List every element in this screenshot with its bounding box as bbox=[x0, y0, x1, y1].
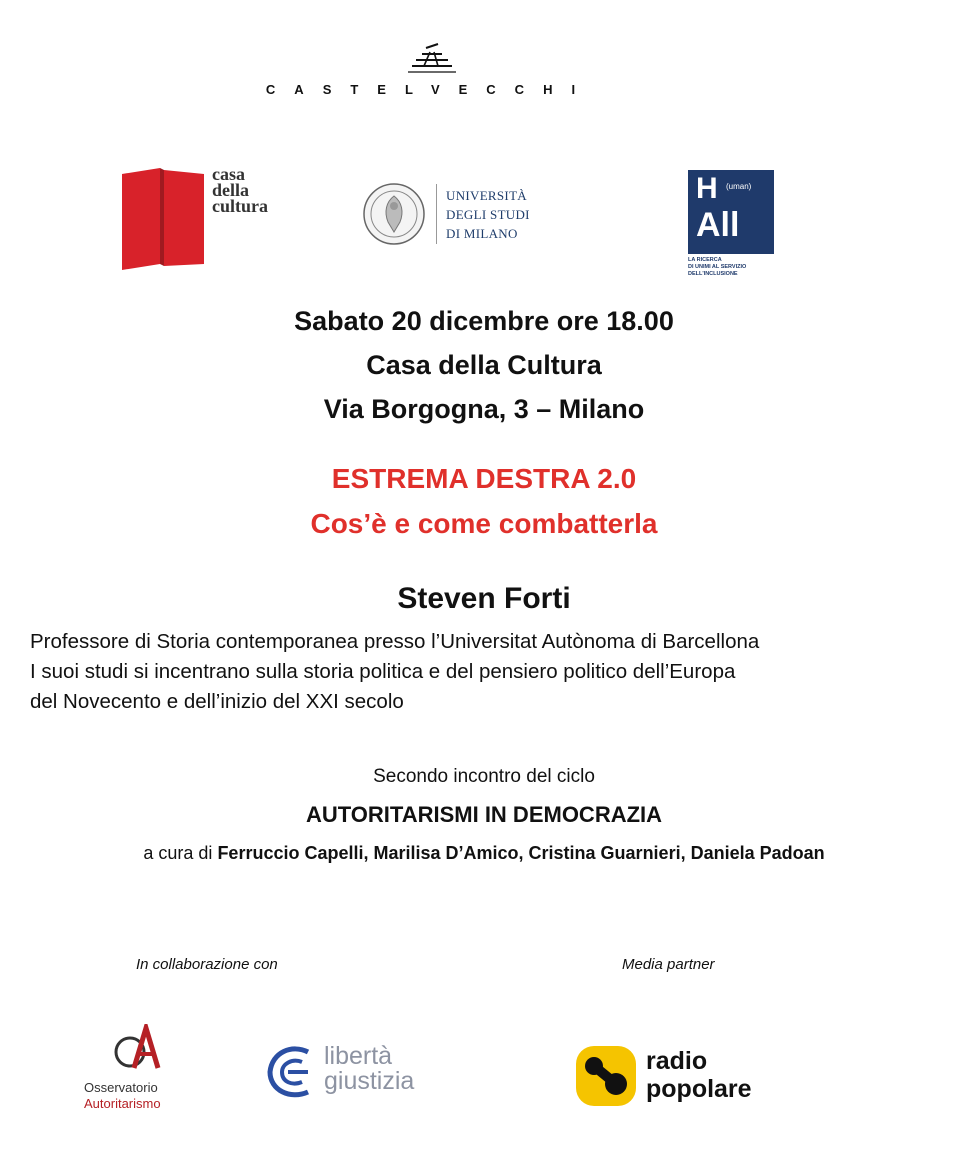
cdc-word-1: casa bbox=[212, 164, 245, 184]
casa-della-cultura-logo-icon bbox=[120, 166, 206, 270]
casa-della-cultura-logo-text bbox=[212, 166, 312, 214]
hall-letter-h: H bbox=[696, 172, 718, 205]
curators-line bbox=[0, 843, 968, 864]
media-partner-label: Media partner bbox=[622, 956, 715, 973]
radio-popolare-logo-text bbox=[646, 1047, 826, 1103]
cycle-name: AUTORITARISMI IN DEMOCRAZIA bbox=[305, 802, 663, 827]
cdc-word-2: della bbox=[212, 180, 250, 200]
castelvecchi-wordmark: CASTELVECCHI bbox=[265, 82, 595, 97]
unimi-line-3: DI MILANO bbox=[446, 226, 518, 241]
rp-line-1: radio bbox=[646, 1047, 708, 1075]
talk-subtitle: Cos’è e come combatterla bbox=[310, 508, 658, 539]
cycle-intro: Secondo incontro del ciclo bbox=[373, 766, 595, 787]
talk-title: ESTREMA DESTRA 2.0 bbox=[331, 463, 637, 494]
bio-line-1: Professore di Storia contemporanea presso l’Universitat Autònoma di Barcellona bbox=[30, 630, 760, 653]
curators-names: Ferruccio Capelli, Marilisa D’Amico, Cristina Guarnieri, Daniela Padoan bbox=[217, 843, 825, 863]
hall-caption-2: DI UNIMI AL SERVIZIO bbox=[688, 264, 747, 270]
unimi-seal-icon bbox=[362, 182, 426, 246]
cdc-word-3: cultura bbox=[212, 196, 268, 216]
bio-line-3: del Novecento e dell’inizio del XXI secolo bbox=[30, 690, 404, 713]
unimi-logo-text bbox=[446, 186, 606, 243]
unimi-line-1: UNIVERSITÀ bbox=[446, 188, 527, 203]
bio-line-2: I suoi studi si incentrano sulla storia politica e del pensiero politico dell’Europa bbox=[30, 660, 736, 683]
hall-caption-1: LA RICERCA bbox=[688, 257, 722, 263]
hall-caption bbox=[688, 257, 788, 278]
event-date: Sabato 20 dicembre ore 18.00 bbox=[294, 306, 674, 336]
oa-line-1: Osservatorio bbox=[84, 1080, 158, 1095]
unimi-line-2: DEGLI STUDI bbox=[446, 207, 530, 222]
oa-line-2: Autoritarismo bbox=[84, 1096, 161, 1111]
liberta-giustizia-logo-text bbox=[324, 1044, 444, 1094]
collaboration-label: In collaborazione con bbox=[136, 956, 278, 973]
osservatorio-logo-text bbox=[84, 1080, 204, 1112]
unimi-divider bbox=[436, 184, 437, 244]
radio-popolare-logo-icon bbox=[574, 1044, 638, 1108]
speaker-bio bbox=[30, 627, 960, 717]
speaker-name: Steven Forti bbox=[397, 582, 571, 615]
hall-tag: (uman) bbox=[726, 182, 752, 191]
rp-line-2: popolare bbox=[646, 1075, 752, 1103]
castelvecchi-logo-icon bbox=[404, 34, 460, 80]
lg-line-2: giustizia bbox=[324, 1067, 415, 1095]
hall-logo bbox=[688, 170, 774, 254]
hall-caption-3: DELL'INCLUSIONE bbox=[688, 271, 738, 277]
osservatorio-logo-icon bbox=[108, 1024, 164, 1072]
liberta-giustizia-logo-icon bbox=[262, 1042, 316, 1102]
lg-line-1: libertà bbox=[324, 1042, 393, 1070]
event-venue: Casa della Cultura bbox=[366, 350, 602, 380]
hall-word: All bbox=[696, 206, 740, 244]
curated-by-label: a cura di bbox=[143, 843, 213, 863]
event-address: Via Borgogna, 3 – Milano bbox=[323, 394, 645, 424]
